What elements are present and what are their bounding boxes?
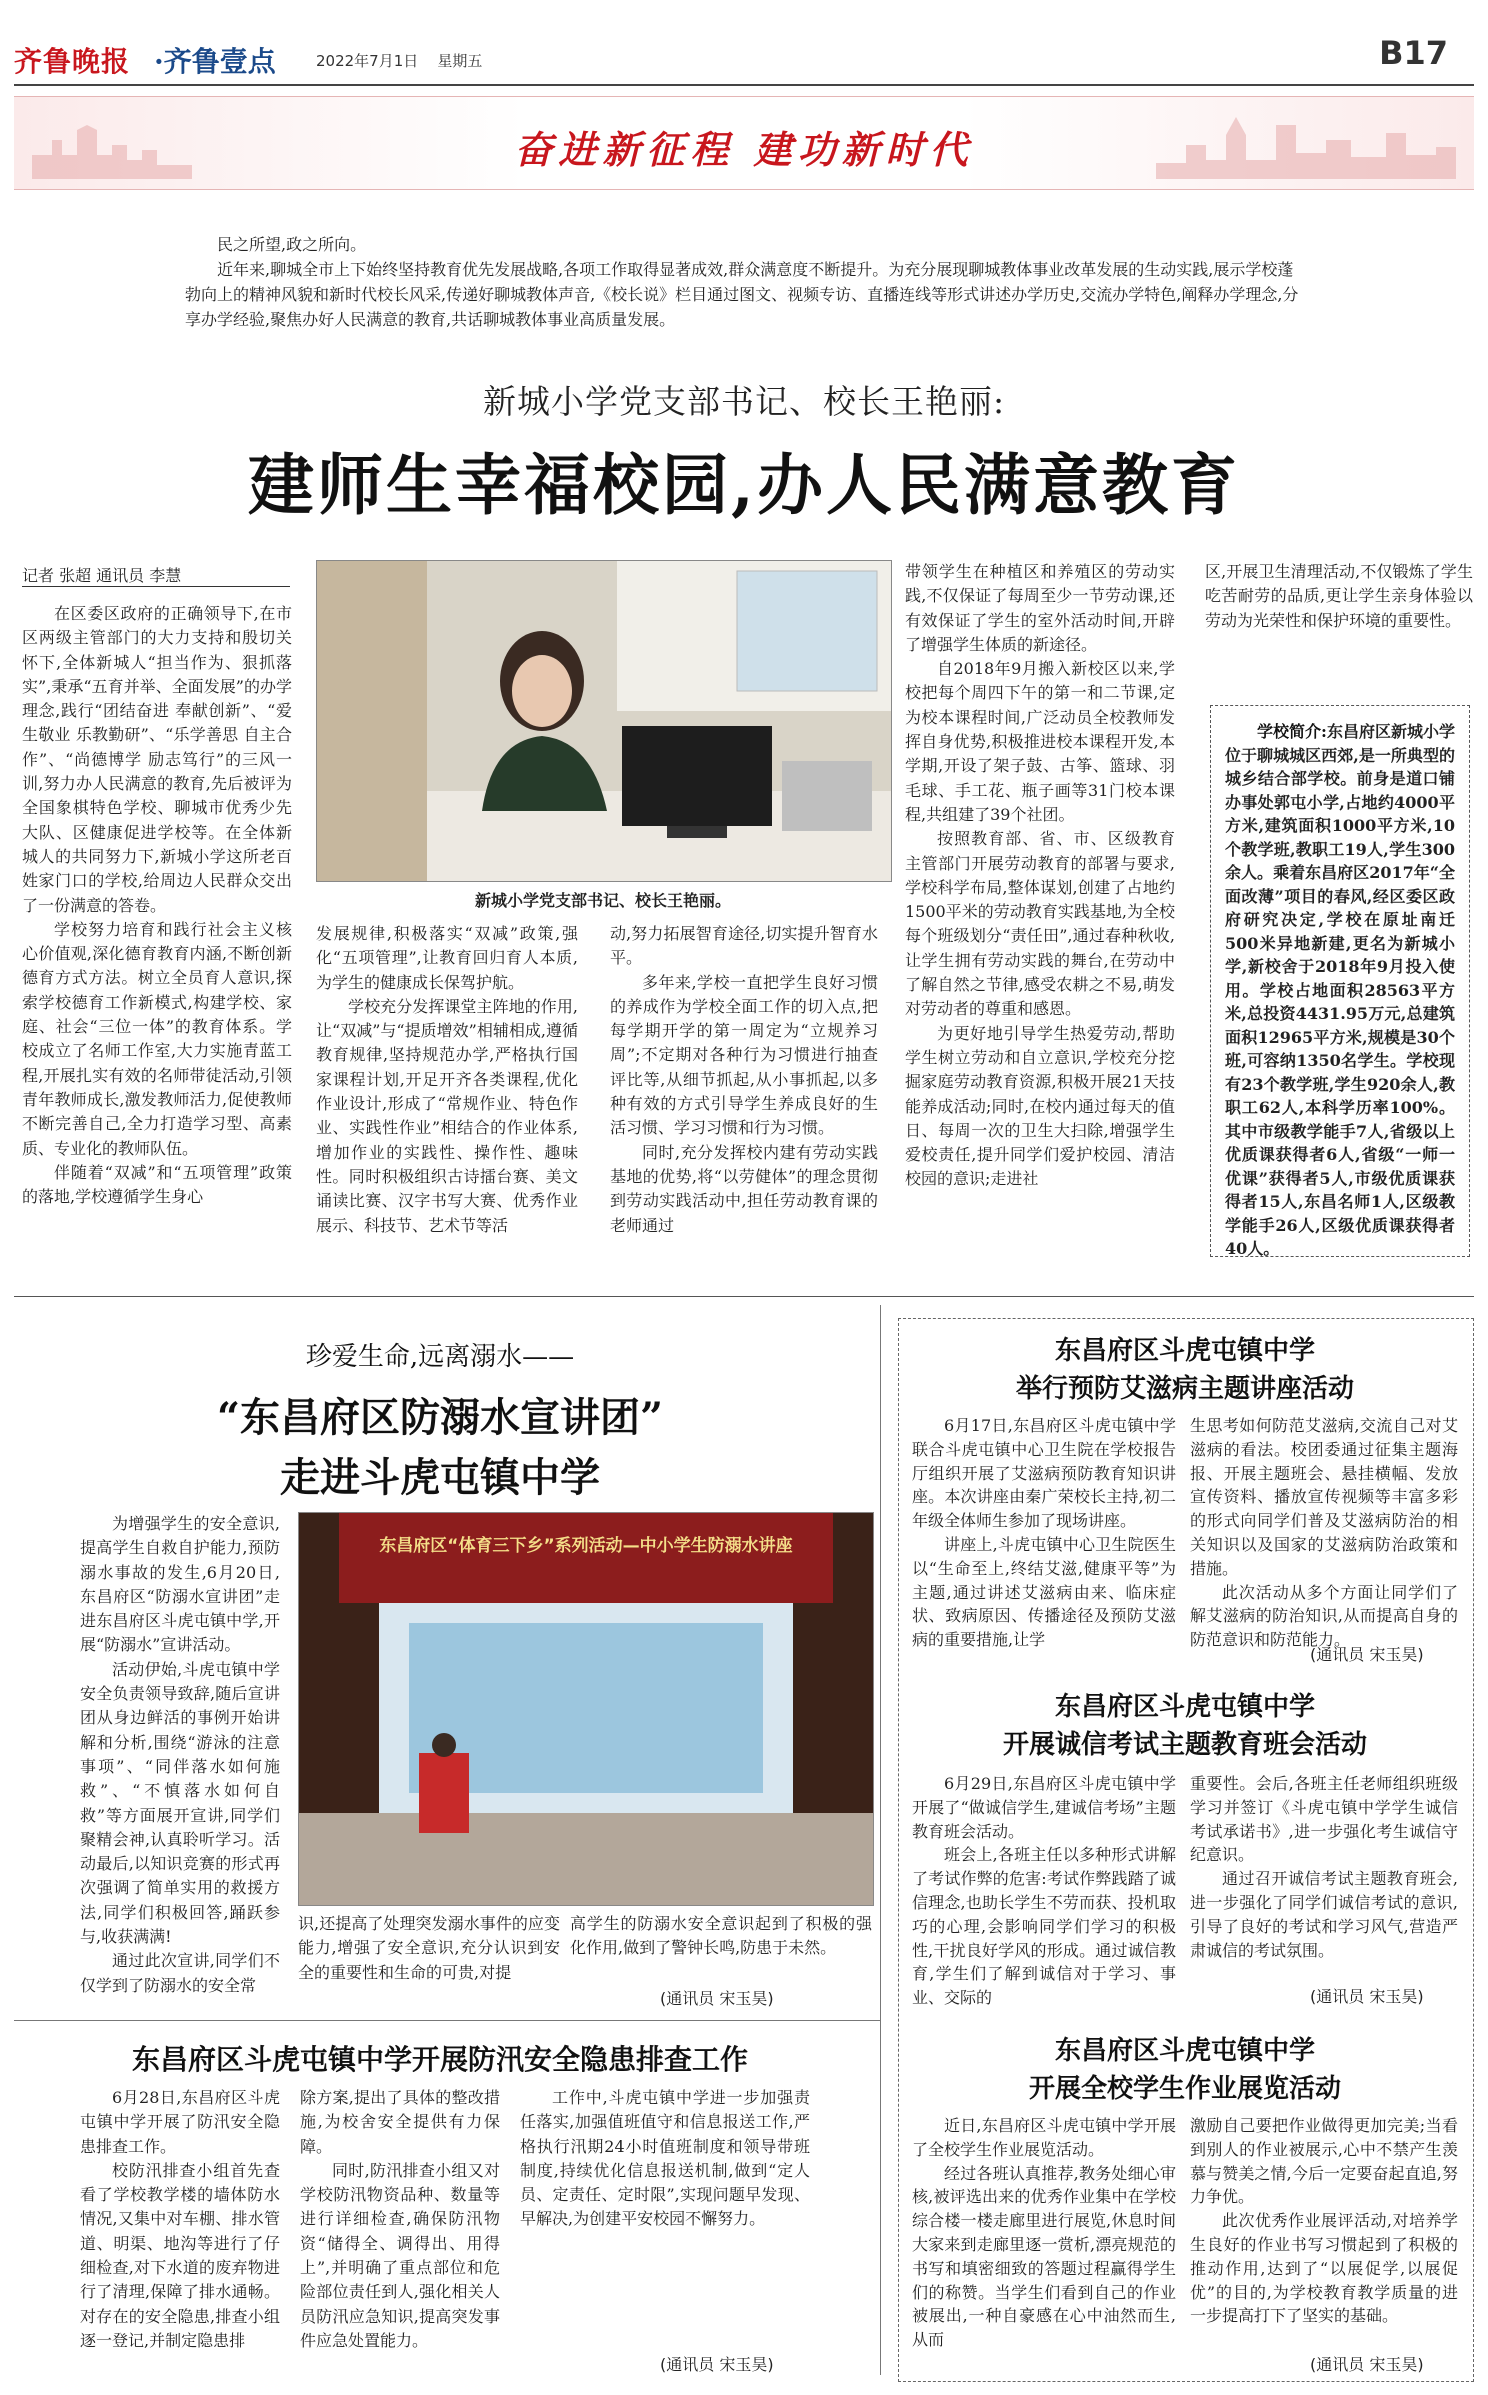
paragraph: 校防汛排查小组首先查看了学校教学楼的墙体防水情况,又集中对车棚、排水管道、明渠、地沟等进行了仔细检查,对下水道的废弃物进行了清理,保障了排水通畅。对存在的安全隐患,排查小组逐一登记,并制定隐患排 xyxy=(80,2160,280,2350)
intro-paragraph: 民之所望,政之所向。 xyxy=(217,235,367,254)
paragraph: 激励自己要把作业做得更加完美;当看到别人的作业被展示,心中不禁产生羡慕与赞美之情,今后一定要奋起直追,努力争优。 xyxy=(1190,2116,1458,2207)
article4-column-2 xyxy=(1190,1414,1458,1650)
article1-column-1 xyxy=(22,602,292,1292)
paragraph: 经过各班认真推荐,教务处细心审核,被评选出来的优秀作业集中在学校综合楼一楼走廊里进行展览,休息时间大家来到走廊里逐一赏析,漂亮规范的书写和填密细致的答题过程赢得学生们的称赞。当学生们看到自己的作业被展出,一种自豪感在心中油然而生,从而 xyxy=(912,2163,1176,2350)
paragraph: 生思考如何防范艾滋病,交流自己对艾滋病的看法。校团委通过征集主题海报、开展主题班会、悬挂横幅、发放宣传资料、播放宣传视频等丰富多彩的形式向同学们普及艾滋病防治的相关知识以及国家的艾滋病防治政策和措施。 xyxy=(1190,1416,1458,1578)
article1-byline: 记者 张超 通讯员 李慧 xyxy=(22,566,182,585)
paragraph: 多年来,学校一直把学生良好习惯的养成作为学校全面工作的切入点,把每学期开学的第一周定为“立规养习周”;不定期对各种行为习惯进行抽查评比等,从细节抓起,从小事抓起,以多种有效的方式引导学生养成良好的生活习惯、学习习惯和行为习惯。 xyxy=(610,972,878,1138)
article2-kicker: 珍爱生命,远离溺水—— xyxy=(305,1342,575,1372)
paragraph: 学校努力培育和践行社会主义核心价值观,深化德育教育内涵,不断创新德育方式方法。树立全员育人意识,探索学校德育工作新模式,构建学校、家庭、社会“三位一体”的教育体系。学校成立了名师工作室,大力实施青蓝工程,开展扎实有效的名师带徒活动,引领青年教师成长,激发教师活力,促使教师不断完善自己,全力打造学习型、高素质、专业化的教师队伍。 xyxy=(22,919,292,1158)
article3-headline: 东昌府区斗虎屯镇中学开展防汛安全隐患排查工作 xyxy=(131,2043,748,2076)
paragraph: 6月29日,东昌府区斗虎屯镇中学开展了“做诚信学生,建诚信考场”主题教育班会活动。 xyxy=(912,1774,1176,1841)
school-intro-text xyxy=(1225,720,1455,1258)
section-divider xyxy=(14,1296,1474,1297)
byline-rule xyxy=(22,586,290,587)
column-intro xyxy=(185,232,1305,332)
article4-headline-line2: 举行预防艾滋病主题讲座活动 xyxy=(1015,1374,1354,1404)
article3-credit: (通讯员 宋玉昊) xyxy=(660,2355,774,2374)
article3-column-2 xyxy=(300,2086,500,2376)
paragraph: 动,努力拓展智育途径,切实提升智育水平。 xyxy=(610,924,878,968)
paragraph: 活动伊始,斗虎屯镇中学安全负责领导致辞,随后宣讲团从身边鲜活的事例开始讲解和分析,围绕“游泳的注意事项”、“同伴落水如何施救”、“不慎落水如何自救”等方面展开宣讲,同学们聚精会神,认真聆听学习。活动最后,以知识竞赛的形式再次强调了简单实用的救援方法,同学们积极回答,踊跃参与,收获满满! xyxy=(80,1659,280,1947)
paragraph: 通过此次宣讲,同学们不仅学到了防溺水的安全常 xyxy=(80,1951,280,1995)
article4-credit: (通讯员 宋玉昊) xyxy=(1310,1645,1424,1664)
column-banner xyxy=(14,96,1474,190)
article6-headline-line1: 东昌府区斗虎屯镇中学 xyxy=(1054,2036,1315,2066)
page-number: B17 xyxy=(1379,34,1448,72)
paragraph: 区,开展卫生清理活动,不仅锻炼了学生吃苦耐劳的品质,更让学生亲身体验以劳动为光荣性和保护环境的重要性。 xyxy=(1205,562,1473,630)
photo-caption: 新城小学党支部书记、校长王艳丽。 xyxy=(474,891,731,910)
paragraph: 高学生的防溺水安全意识起到了积极的强化作用,做到了警钟长鸣,防患于未然。 xyxy=(570,1914,872,1958)
article1-column-2 xyxy=(316,922,578,1292)
paragraph: 为增强学生的安全意识,提高学生自救自护能力,预防溺水事故的发生,6月20日,东昌府区“防溺水宣讲团”走进东昌府区斗虎屯镇中学,开展“防溺水”宣讲活动。 xyxy=(80,1514,280,1655)
article2-column-3 xyxy=(570,1912,872,1992)
article1-headline: 建师生幸福校园,办人民满意教育 xyxy=(248,446,1240,524)
article4-headline-line1: 东昌府区斗虎屯镇中学 xyxy=(1054,1336,1315,1366)
paragraph: 识,还提高了处理突发溺水事件的应变能力,增强了安全意识,充分认识到安全的重要性和生命的可贵,对提 xyxy=(298,1914,560,1982)
paragraph: 自2018年9月搬入新校区以来,学校把每个周四下午的第一和二节课,定为校本课程时间,广泛动员全校教师发挥自身优势,积极推进校本课程开发,本学期,开设了架子鼓、古筝、篮球、羽毛球、手工花、瓶子画等31门校本课程,共组建了39个社团。 xyxy=(905,659,1175,824)
photo-banner-text: 东昌府区“体育三下乡”系列活动—中小学生防溺水讲座 xyxy=(379,1536,793,1556)
paper-logo: 齐鲁晚报 xyxy=(14,45,131,78)
article6-credit: (通讯员 宋玉昊) xyxy=(1310,2355,1424,2374)
paragraph: 发展规律,积极落实“双减”政策,强化“五项管理”,让教育回归育人本质,为学生的健康成长保驾护航。 xyxy=(316,924,578,992)
paragraph: 除方案,提出了具体的整改措施,为校舍安全提供有力保障。 xyxy=(300,2088,500,2156)
paragraph: 为更好地引导学生热爱劳动,帮助学生树立劳动和自立意识,学校充分挖掘家庭劳动教育资源,积极开展21天技能养成活动;同时,在校内通过每天的值日、每周一次的卫生大扫除,增强学生爱校责任,提升同学们爱护校园、清洁校园的意识;走进社 xyxy=(905,1023,1175,1189)
paragraph: 工作中,斗虎屯镇中学进一步加强责任落实,加强值班值守和信息报送工作,严格执行汛期24小时值班制度和领导带班制度,持续优化信息报送机制,做到“定人员、定责任、定时限”,实现问题早发现、早解决,为创建平安校园不懈努力。 xyxy=(520,2088,810,2229)
article5-credit: (通讯员 宋玉昊) xyxy=(1310,1987,1424,2006)
article2-headline-line2: 走进斗虎屯镇中学 xyxy=(280,1454,600,1501)
paragraph: 伴随着“双减”和“五项管理”政策的落地,学校遵循学生身心 xyxy=(22,1162,292,1207)
intro-paragraph: 近年来,聊城全市上下始终坚持教育优先发展战略,各项工作取得显著成效,群众满意度不断提升。为充分展现聊城教体事业改革发展的生动实践,展示学校蓬勃向上的精神风貌和新时代校长风采,传递好聊城教体声音,《校长说》栏目通过图文、视频专访、直播连线等形式讲述办学历史,交流办学特色,阐释办学理念,分享办学经验,聚焦办好人民满意的教育,共话聊城教体事业高质量发展。 xyxy=(185,260,1299,329)
paragraph: 在区委区政府的正确领导下,在市区两级主管部门的大力支持和殷切关怀下,全体新城人“担当作为、狠抓落实”,秉承“五育并举、全面发展”的办学理念,践行“团结奋进 奉献创新”、“爱生敬业 乐教勤研”、“乐学善思 自主合作”、“尚德博学 励志笃行”的三风一训,努力办人民满意的教育,先后被评为全国象棋特色学校、聊城市优秀少先大队、区健康促进学校等。在全体新城人的共同努力下,新城小学这所老百姓家门口的学校,给周边人民群众交出了一份满意的答卷。 xyxy=(22,604,292,915)
masthead xyxy=(14,34,1474,80)
paragraph: 带领学生在种植区和养殖区的劳动实践,不仅保证了每周至少一节劳动课,还有效保证了学生的室外活动时间,开辟了增强学生体质的新途径。 xyxy=(905,562,1175,654)
paragraph: 学校充分发挥课堂主阵地的作用,让“双减”与“提质增效”相辅相成,遵循教育规律,坚持规范办学,严格执行国家课程计划,开足开齐各类课程,优化作业设计,形成了“常规作业、特色作业、实践性作业”相结合的作业体系,增加作业的实践性、操作性、趣味性。同时积极组织古诗擂台赛、美文诵读比赛、汉字书写大赛、优秀作业展示、科技节、艺术节等活 xyxy=(316,996,578,1235)
article6-column-2 xyxy=(1190,2114,1458,2348)
school-intro-paragraph xyxy=(1225,720,1455,1261)
paragraph: 6月28日,东昌府区斗虎屯镇中学开展了防汛安全隐患排查工作。 xyxy=(80,2088,280,2156)
school-intro-label: 学校简介: xyxy=(1257,722,1327,741)
paragraph: 此次活动从多个方面让同学们了解艾滋病的防治知识,从而提高自身的防范意识和防范能力。 xyxy=(1190,1582,1458,1650)
paragraph: 讲座上,斗虎屯镇中心卫生院医生以“生命至上,终结艾滋,健康平等”为主题,通过讲述艾滋病由来、临床症状、致病原因、传播途径及预防艾滋病的重要措施,让学 xyxy=(912,1534,1176,1650)
drowning-prevention-photo xyxy=(298,1512,874,1906)
article1-column-5 xyxy=(1205,560,1473,700)
masthead-rule xyxy=(14,84,1474,86)
issue-date: 2022年7月1日 星期五 xyxy=(316,52,483,70)
school-intro-body: 东昌府区新城小学位于聊城城区西郊,是一所典型的城乡结合部学校。前身是道口铺办事处郭屯小学,占地约4000平方米,建筑面积1000平方米,10个教学班,教职工19人,学生300余人。乘着东昌府区2017年“全面改薄”项目的春风,经区委区政府研究决定,学校在原址南迁500米异地新建,更名为新城小学,新校舍于2018年9月投入使用。学校占地面积28563平方米,总投资4431.95万元,总建筑面积12965平方米,规模是30个班,可容纳1350名学生。学校现有23个教学班,学生920余人,教职工62人,本科学历率100%。其中市级教学能手7人,省级以上优质课获得者6人,省级“一师一优课”获得者5人,市级优质课获得者15人,东昌名师1人,区级教学能手26人,区级优质课获得者40人。 xyxy=(1225,722,1455,1258)
article1-column-4 xyxy=(905,560,1175,1292)
article1-column-3 xyxy=(610,922,878,1292)
paragraph: 同时,防汛排查小组又对学校防汛物资品种、数量等进行详细检查,确保防汛物资“储得全、调得出、用得上”,并明确了重点部位和危险部位责任到人,强化相关人员防汛应急知识,提高突发事件应急处置能力。 xyxy=(300,2160,500,2350)
article2-headline-line1: “东昌府区防溺水宣讲团” xyxy=(216,1394,663,1441)
banner-slogan: 奋进新征程 建功新时代 xyxy=(514,127,974,172)
paragraph: 同时,充分发挥校内建有劳动实践基地的优势,将“以劳健体”的理念贯彻到劳动实践活动中,担任劳动教育课的老师通过 xyxy=(610,1142,878,1235)
article2-column-1 xyxy=(80,1512,280,2007)
article6-headline-line2: 开展全校学生作业展览活动 xyxy=(1028,2074,1341,2104)
lecture-stage-image xyxy=(299,1513,873,1905)
paragraph: 重要性。会后,各班主任老师组织班级学习并签订《斗虎屯镇中学学生诚信考试承诺书》,进一步强化考生诚信守纪意识。 xyxy=(1190,1774,1458,1865)
article5-headline-line2: 开展诚信考试主题教育班会活动 xyxy=(1002,1730,1367,1760)
paragraph: 班会上,各班主任以多种形式讲解了考试作弊的危害:考试作弊践踏了诚信理念,也助长学生不劳而获、投机取巧的心理,会影响同学们学习的积极性,干扰良好学风的形成。通过诚信教育,学生们了解到诚信对于学习、事业、交际的 xyxy=(912,1845,1176,2008)
brand-logo: ·齐鲁壹点 xyxy=(154,45,276,78)
section-divider-lower xyxy=(14,2020,880,2021)
paragraph: 6月17日,东昌府区斗虎屯镇中学联合斗虎屯镇中心卫生院在学校报告厅组织开展了艾滋病预防教育知识讲座。本次讲座由秦广荣校长主持,初二年级全体师生参加了现场讲座。 xyxy=(912,1416,1176,1531)
article6-column-1 xyxy=(912,2114,1176,2376)
column-divider xyxy=(880,1305,881,2375)
article3-column-3 xyxy=(520,2086,810,2346)
article4-column-1 xyxy=(912,1414,1176,1664)
paragraph: 近日,东昌府区斗虎屯镇中学开展了全校学生作业展览活动。 xyxy=(912,2116,1176,2159)
article5-headline-line1: 东昌府区斗虎屯镇中学 xyxy=(1054,1692,1315,1722)
article5-column-2 xyxy=(1190,1772,1458,1962)
article2-credit: (通讯员 宋玉昊) xyxy=(660,1989,774,2008)
principal-photo xyxy=(316,560,892,882)
article2-column-2 xyxy=(298,1912,560,2012)
city-skyline-right-icon xyxy=(1156,105,1456,179)
paragraph: 此次优秀作业展评活动,对培养学生良好的作业书写习惯起到了积极的推动作用,达到了“以展促学,以展促优”的目的,为学校教育教学质量的进一步提高打下了坚实的基础。 xyxy=(1190,2211,1458,2326)
principal-at-desk-image xyxy=(317,561,891,881)
paragraph: 通过召开诚信考试主题教育班会,进一步强化了同学们诚信考试的意识,引导了良好的考试和学习风气,营造严肃诚信的考试氛围。 xyxy=(1190,1869,1458,1960)
school-intro-box xyxy=(1210,705,1470,1257)
paragraph: 按照教育部、省、市、区级教育主管部门开展劳动教育的部署与要求,学校科学布局,整体谋划,创建了占地约1500平米的劳动教育实践基地,为全校每个班级划分“责任田”,通过春种秋收,让学生拥有劳动实践的舞台,在劳动中了解自然之节律,感受农耕之不易,萌发对劳动者的尊重和感恩。 xyxy=(905,829,1175,1019)
article5-column-1 xyxy=(912,1772,1176,2010)
article3-column-1 xyxy=(80,2086,280,2376)
article1-subtitle: 新城小学党支部书记、校长王艳丽: xyxy=(482,382,1006,421)
